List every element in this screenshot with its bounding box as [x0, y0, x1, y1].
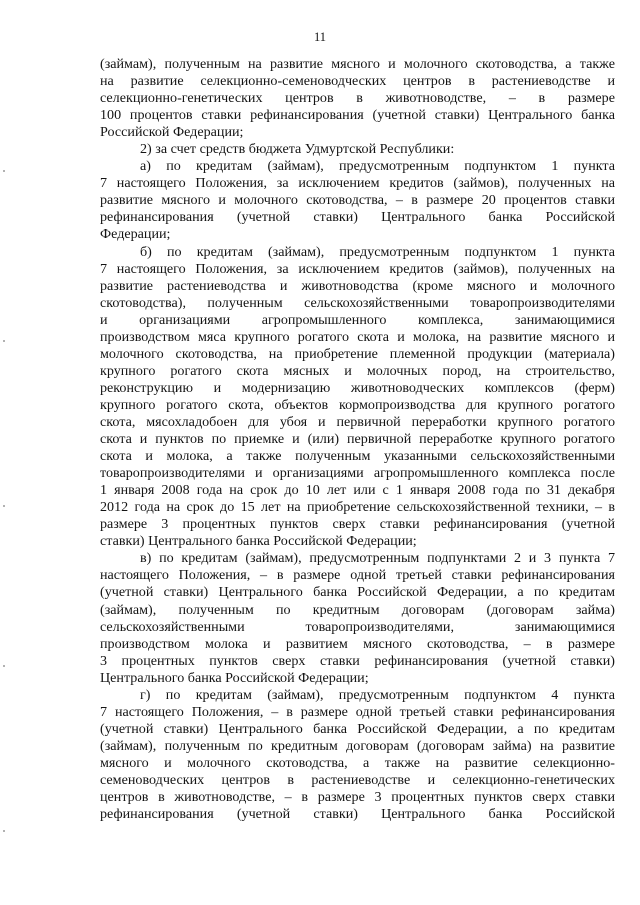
document-body — [100, 56, 615, 823]
text-line: а) по кредитам (займам), предусмотренным подпунктом 1 пункта — [140, 158, 615, 175]
text-line: 100 процентов ставки рефинансирования (учетной ставки) Центрального банка — [100, 107, 615, 124]
scan-margin-marks — [0, 0, 10, 905]
text-line: ставки) Центрального банка Российской Федерации; — [100, 533, 417, 550]
text-line: селекционно-генетических центров в животноводстве, – в размере — [100, 90, 615, 107]
text-line: размере 3 процентных пунктов сверх ставки рефинансирования (учетной — [100, 516, 615, 533]
text-line: скота и пунктов по приемке и (или) первичной переработке крупного рогатого — [100, 431, 615, 448]
text-line: Федерации; — [100, 226, 171, 243]
text-line: мясного и молочного скотоводства, а также на развитие селекционно- — [100, 754, 615, 771]
text-line: на развитие селекционно-семеноводческих центров в растениеводстве и — [100, 73, 615, 90]
text-line: рефинансирования (учетной ставки) Центрального банка Российской — [100, 209, 615, 226]
text-line: семеноводческих центров в растениеводстве и селекционно-генетических — [100, 771, 615, 788]
text-line: реконструкцию и модернизацию животноводческих комплексов (ферм) — [100, 379, 615, 396]
text-line: 7 настоящего Положения, – в размере одной третьей ставки рефинансирования — [100, 703, 615, 720]
text-line: Российской Федерации; — [100, 124, 244, 141]
text-line: центров в животноводстве, – в размере 3 процентных пунктов сверх ставки — [100, 789, 615, 806]
text-line: (займам), полученным по кредитным договорам (договорам займа) на развитие — [100, 737, 615, 754]
text-line: товаропроизводителями и организациями агропромышленного комплекса после — [100, 465, 615, 482]
text-line: г) по кредитам (займам), предусмотренным подпунктом 4 пункта — [140, 686, 615, 703]
text-line: производством мяса крупного рогатого скота и молока, на развитие мясного и — [100, 328, 615, 345]
text-line: крупного рогатого скота, объектов кормопроизводства для крупного рогатого — [100, 396, 615, 413]
text-line: развитие мясного и молочного скотоводства, – в размере 20 процентов ставки — [100, 192, 615, 209]
text-line: и организациями агропромышленного комплекса, занимающимися — [100, 311, 615, 328]
text-line: (займам), полученным по кредитным договорам (договорам займа) — [100, 601, 615, 618]
page-number: 11 — [313, 30, 327, 44]
text-line: 2012 года на срок до 15 лет на приобретение сельскохозяйственной техники, – в — [100, 499, 615, 516]
text-line: Центрального банка Российской Федерации; — [100, 669, 369, 686]
text-line: б) по кредитам (займам), предусмотренным подпунктом 1 пункта — [140, 243, 615, 260]
text-line: скота и молока, а также полученным указанными сельскохозяйственными — [100, 448, 615, 465]
text-line: скота, мясохладобоен для убоя и первичной переработки крупного рогатого — [100, 413, 615, 430]
text-line: (учетной ставки) Центрального банка Российской Федерации, а по кредитам — [100, 584, 615, 601]
text-line: (займам), полученным на развитие мясного и молочного скотоводства, а также — [100, 56, 615, 72]
text-line: 3 процентных пунктов сверх ставки рефинансирования (учетной ставки) — [100, 652, 615, 669]
text-line: развитие растениеводства и животноводства (кроме мясного и молочного — [100, 277, 615, 294]
text-line: молочного скотоводства, на приобретение племенной продукции (материала) — [100, 345, 615, 362]
text-line: сельскохозяйственными товаропроизводителями, занимающимися — [100, 618, 615, 635]
text-line: 7 настоящего Положения, за исключением кредитов (займов), полученных на — [100, 260, 615, 277]
text-line: 1 января 2008 года на срок до 10 лет или с 1 января 2008 года по 31 декабря — [100, 482, 615, 499]
text-line: настоящего Положения, – в размере одной третьей ставки рефинансирования — [100, 567, 615, 584]
text-line: (учетной ставки) Центрального банка Российской Федерации, а по кредитам — [100, 720, 615, 737]
text-line: 2) за счет средств бюджета Удмуртской Республики: — [140, 141, 455, 158]
text-line: скотоводства), полученным сельскохозяйственными товаропроизводителями — [100, 294, 615, 311]
text-line: в) по кредитам (займам), предусмотренным подпунктами 2 и 3 пункта 7 — [140, 550, 615, 567]
text-line: крупного рогатого скота мясных и молочных пород, на строительство, — [100, 362, 615, 379]
text-line: рефинансирования (учетной ставки) Центрального банка Российской — [100, 806, 615, 823]
text-line: 7 настоящего Положения, за исключением кредитов (займов), полученных на — [100, 175, 615, 192]
text-line: производством молока и развитием мясного скотоводства, – в размере — [100, 635, 615, 652]
